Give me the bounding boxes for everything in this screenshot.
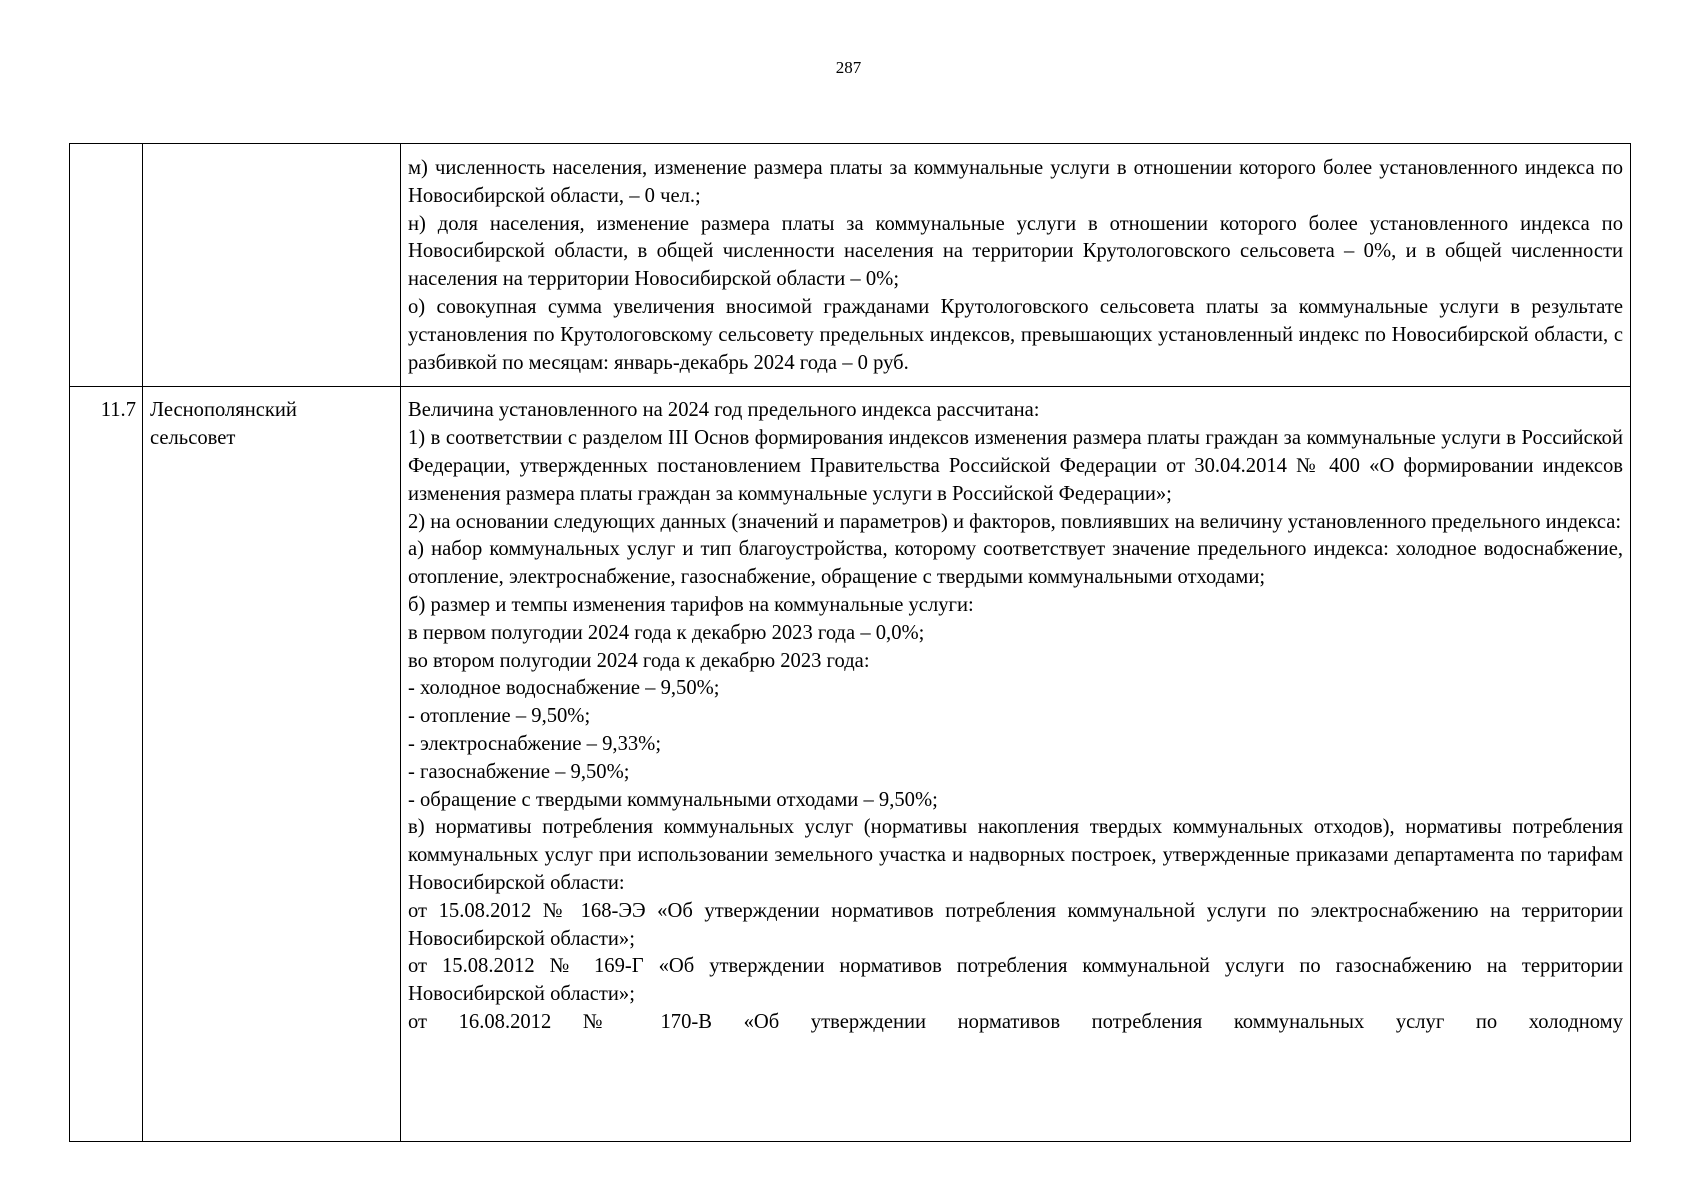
page-number: 287 xyxy=(835,58,862,77)
document-table xyxy=(69,143,1631,1142)
tariff-item-electricity: - электроснабжение – 9,33%; xyxy=(408,732,662,755)
order-168-ee: от 15.08.2012 № 168-ЭЭ «Об утверждении нормативов потребления коммунальной услуги по электроснабжению на территории Новосибирской области»; xyxy=(408,899,1623,950)
row-name-cell xyxy=(143,387,401,1142)
row-text-cell xyxy=(401,387,1631,1142)
paragraph-1: 1) в соответствии с разделом III Основ формирования индексов изменения размера платы граждан за коммунальные услуги в Российской Федерации, утвержденных постановлением Правительства Российской Федерации от 30.04.2014 № 400 «О формировании индексов изменения размера платы граждан за коммунальные услуги в Российской Федерации»; xyxy=(408,427,1623,505)
tariff-item-gas: - газоснабжение – 9,50%; xyxy=(408,760,630,783)
paragraph-b: б) размер и темпы изменения тарифов на коммунальные услуги: xyxy=(408,593,974,616)
paragraph-o: о) совокупная сумма увеличения вносимой гражданами Крутологовского сельсовета платы за коммунальные услуги в результате установления по Крутологовскому сельсовету предельных индексов, превышающих установленный индекс по Новосибирской области, с разбивкой по месяцам: январь-декабрь 2024 года – 0 руб. xyxy=(408,295,1623,374)
paragraph-2: 2) на основании следующих данных (значений и параметров) и факторов, повлиявших на величину установленного предельного индекса: xyxy=(408,510,1622,533)
row-text-cell xyxy=(401,144,1631,387)
paragraph-m: м) численность населения, изменение размера платы за коммунальные услуги в отношении которого более установленного индекса по Новосибирской области, – 0 чел.; xyxy=(408,157,1623,207)
paragraph-n: н) доля населения, изменение размера платы за коммунальные услуги в отношении которого более установленного индекса по Новосибирской области, в общей численности населения на территории Крутологовского сельсовета – 0%, и в общей численности населения на территории Новосибирской области – 0%; xyxy=(408,212,1623,291)
table-row xyxy=(70,387,1631,1142)
row-name-cell xyxy=(143,144,401,387)
municipality-name-line1: Леснополянский xyxy=(150,399,297,422)
paragraph-first-half: в первом полугодии 2024 года к декабрю 2023 года – 0,0%; xyxy=(408,621,925,644)
tariff-item-heating: - отопление – 9,50%; xyxy=(408,705,591,728)
municipality-name-line2: сельсовет xyxy=(150,427,236,450)
paragraph-v: в) нормативы потребления коммунальных услуг (нормативы накопления твердых коммунальных отходов), нормативы потребления коммунальных услуг при использовании земельного участка и надворных построек, утвержденные приказами департамента по тарифам Новосибирской области: xyxy=(408,816,1623,894)
row-number-cell: 11.7 xyxy=(70,387,143,1142)
tariff-item-cold-water: - холодное водоснабжение – 9,50%; xyxy=(408,677,720,700)
order-169-g: от 15.08.2012 № 169-Г «Об утверждении нормативов потребления коммунальной услуги по газоснабжению на территории Новосибирской области»; xyxy=(408,955,1623,1006)
paragraph-a: а) набор коммунальных услуг и тип благоустройства, которому соответствует значение предельного индекса: холодное водоснабжение, отопление, электроснабжение, газоснабжение, обращение с твердыми коммунальными отходами; xyxy=(408,538,1623,589)
paragraph-intro: Величина установленного на 2024 год предельного индекса рассчитана: xyxy=(408,399,1040,422)
table-row xyxy=(70,144,1631,387)
order-170-v: от 16.08.2012 № 170-В «Об утверждении нормативов потребления коммунальных услуг по холодному xyxy=(408,1010,1623,1033)
paragraph-second-half: во втором полугодии 2024 года к декабрю 2023 года: xyxy=(408,649,870,672)
row-number-cell xyxy=(70,144,143,387)
tariff-item-waste: - обращение с твердыми коммунальными отходами – 9,50%; xyxy=(408,788,938,811)
